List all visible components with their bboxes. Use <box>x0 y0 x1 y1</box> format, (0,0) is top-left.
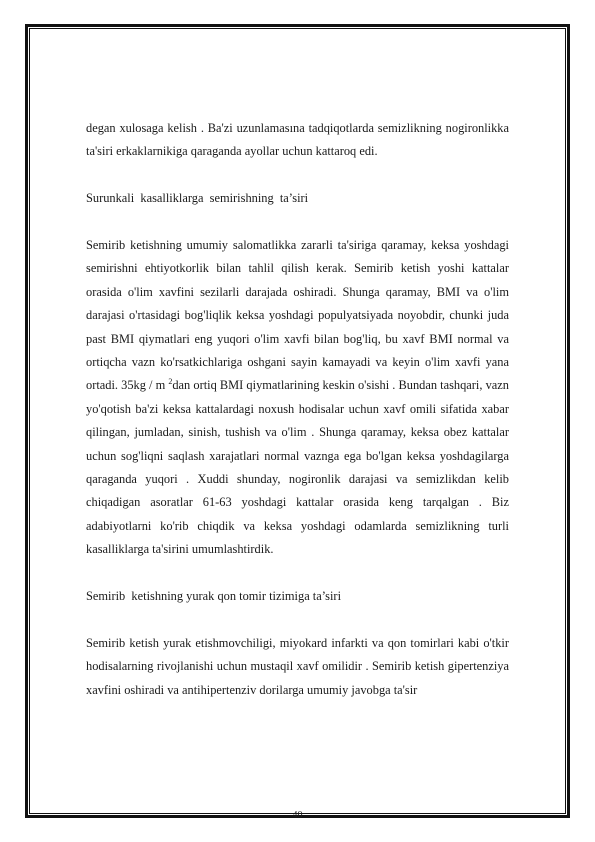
paragraph-text-part-2: dan ortiq BMI qiymatlarining keskin o'sishi . Bundan tashqari, vazn yo'qotish ba'zi keksa kattalardagi noxush hodisalar uchun xavf omili sifatida xabar qilingan, jumladan, sinish, tushish va o'lim . Shunga qaramay, keksa obez kattalar uchun sog'liqni saqlash xarajatlari normal vaznga ega bo'lgan keksa yoshdagilarga qaraganda yuqori . Xuddi shunday, nogironlik darajasi va semizlikdan kelib chiqadigan asoratlar 61-63 yoshdagi kattalar orasida keng tarqalgan . Biz adabiyotlarni ko'rib chiqdik va keksa yoshdagi odamlarda semizlikning turli kasalliklarga ta'sirini umumlashtirdik. <box>86 378 509 557</box>
paragraph-cardiovascular-risk: Semirib ketish yurak etishmovchiligi, miyokard infarkti va qon tomirlari kabi o'tkir hodisalarning rivojlanishi uchun mustaqil xavf omilidir . Semirib ketish gipertenziya xavfini oshiradi va antihipertenziv dorilarga umumiy javobga ta'sir <box>86 635 509 697</box>
paragraph-obesity-mortality <box>86 234 509 562</box>
paragraph-gap <box>86 608 509 631</box>
page-number: 40 <box>292 810 303 821</box>
document-body <box>86 117 509 702</box>
superscript-exponent: 2 <box>168 377 173 387</box>
paragraph-gap <box>86 164 509 187</box>
paragraph-disability-conclusion: degan xulosaga kelish . Ba'zi uzunlamasına tadqiqotlarda semizlikning nogironlikka ta'siri erkaklarnikiga qaraganda ayollar uchun kattaroq edi. <box>86 121 509 159</box>
paragraph-text-part-1: Semirib ketishning umumiy salomatlikka zararli ta'siriga qaramay, keksa yoshdagi semirishni ehtiyotkorlik bilan tahlil qilish kerak. Semirib ketish yoshi kattalar orasida o'lim xavfini sezilarli darajada oshiradi. Shunga qaramay, BMI va o'lim darajasi o'rtasidagi bog'liqlik keksa yoshdagi populyatsiyada noyobdir, chunki juda past BMI qiymatlari eng yuqori o'lim xavfi bilan bog'liq, bu xavf BMI normal va ortiqcha vazn ko'rsatkichlariga oshgani sayin kamayadi va keyin o'lim xavfi yana ortadi. 35kg / m <box>86 238 509 393</box>
paragraph-gap <box>86 211 509 234</box>
section-heading-chronic-diseases: Surunkali kasalliklarga semirishning ta’siri <box>86 191 309 206</box>
section-heading-cardiovascular: Semirib ketishning yurak qon tomir tizimiga ta’siri <box>86 589 342 604</box>
paragraph-gap <box>86 562 509 585</box>
